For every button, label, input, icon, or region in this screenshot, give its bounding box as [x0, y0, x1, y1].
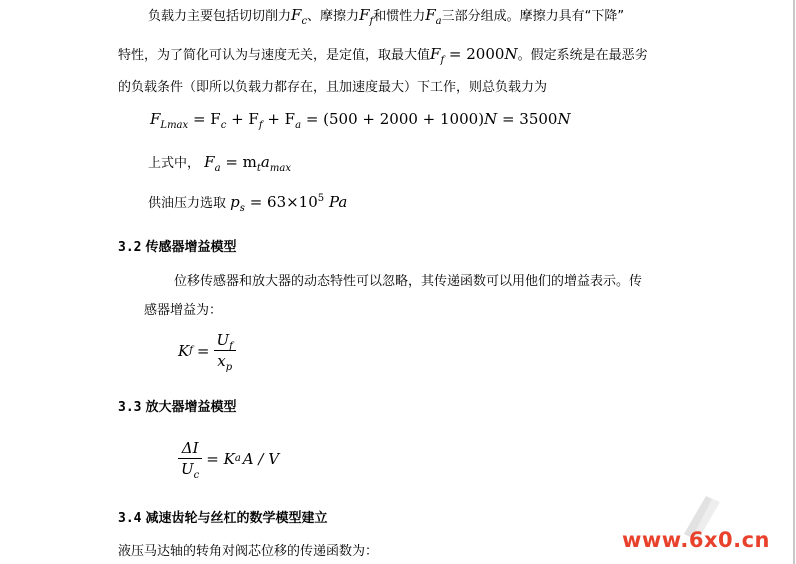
watermark-text: www.6x0.cn: [622, 528, 770, 552]
text-segment: 负载力主要包括切切削力: [148, 9, 292, 24]
equation-fa: $F_a = m_ta_{max}$: [204, 153, 291, 174]
equation-amplifier: $\frac{\Delta I}{U_c}$ = K a A / V: [178, 438, 279, 479]
paragraph-conditions: [118, 79, 547, 97]
text-segment: 。假定系统是在最恶劣: [517, 48, 648, 63]
paragraph-sensor-cont: 感器增益为：: [144, 303, 223, 318]
paragraph-load-force: [148, 6, 624, 26]
symbol-fc: $F_c$: [291, 6, 308, 27]
fraction-di-uc: $\frac{\Delta I}{U_c}$: [178, 438, 202, 479]
symbol-ff: $F_f$: [359, 6, 374, 27]
paragraph-motor-transfer: 液压马达轴的转角对阀芯位移的传递函数为：: [118, 544, 379, 559]
text-segment: 、摩擦力: [307, 9, 360, 24]
text-segment: 供油压力选取: [148, 196, 227, 211]
text-segment: 上式中，: [148, 156, 201, 171]
section-heading-3-4: 3.4 减速齿轮与丝杠的数学模型建立: [118, 511, 328, 526]
equation-total-load: $F_{Lmax} = F_c + F_f + F_a = (500 + 2000 + 1000)N = 3500N$: [150, 110, 571, 131]
symbol-fa: $F_a$: [425, 6, 442, 27]
text-segment: 三部分组成。摩擦力具有“下降”: [441, 9, 625, 24]
page-edge-divider: [793, 0, 795, 564]
paragraph-sensor: 位移传感器和放大器的动态特性可以忽略，其传递函数可以用他们的增益表示。传: [174, 274, 643, 289]
section-heading-3-3: 3.3 放大器增益模型: [118, 400, 237, 415]
text-segment: 和惯性力: [373, 9, 426, 24]
equation-fa-line: [148, 153, 291, 173]
equation-kf: K f = $\frac{U_f}{x_p}$: [178, 330, 236, 371]
section-heading-3-2: 3.2 传感器增益模型: [118, 240, 237, 255]
text-segment: 特性，为了简化可认为与速度无关，是定值，取最大值: [118, 48, 431, 63]
text-segment: 的负载条件（即所以负载力都存在，且加速度最大）下工作，则总负载力为: [118, 80, 548, 95]
equation-ff: $F_f = 2000N$: [430, 45, 518, 66]
equation-ps-line: [148, 193, 347, 213]
fraction-uf-xp: $\frac{U_f}{x_p}$: [214, 330, 236, 371]
paragraph-friction: [118, 45, 648, 65]
equation-ps: $p_s = 63\times 10^5$ Pa: [230, 193, 348, 214]
